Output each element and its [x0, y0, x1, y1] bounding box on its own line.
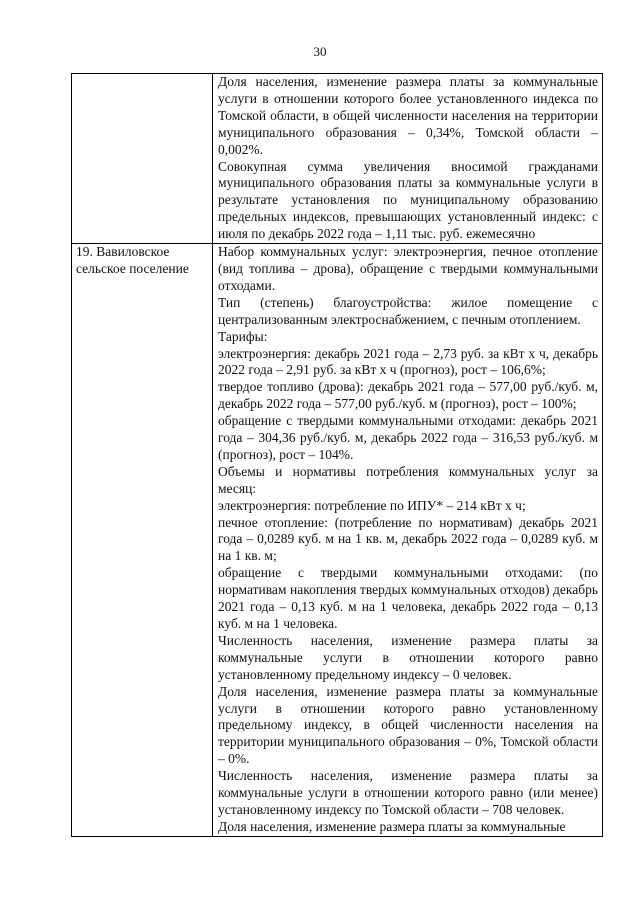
- paragraph: Набор коммунальных услуг: электроэнергия, печное отопление (вид топлива – дрова), обращение с твердыми коммунальными отходами.: [218, 244, 598, 293]
- paragraph: Доля населения, изменение размера платы за коммунальные услуги в отношении которого равно установленному предельному индексу, в общей численности населения на территории муниципального образования – 0%, Томской области – 0%.: [218, 683, 598, 767]
- paragraph: Совокупная сумма увеличения вносимой гражданами муниципального образования платы за коммунальные услуги в результате установления по муниципальному образованию предельных индексов, превышающих установленный индекс: с июля по декабрь 2022 года – 1,11 тыс. руб. ежемесячно: [218, 158, 598, 242]
- paragraph: Объемы и нормативы потребления коммунальных услуг за месяц:: [218, 463, 598, 496]
- document-table: [71, 73, 603, 837]
- paragraph: Тип (степень) благоустройства: жилое помещение с централизованным электроснабжением, с печным отоплением.: [218, 294, 598, 327]
- paragraph: Тарифы:: [218, 328, 268, 344]
- table-row: [72, 74, 603, 244]
- paragraph: электроэнергия: потребление по ИПУ* – 214 кВт х ч;: [218, 497, 526, 513]
- description-cell: [213, 244, 603, 837]
- municipality-cell: [72, 74, 213, 244]
- paragraph: электроэнергия: декабрь 2021 года – 2,73 руб. за кВт х ч, декабрь 2022 года – 2,91 руб. за кВт х ч (прогноз), рост – 106,6%;: [218, 345, 598, 378]
- municipality-cell: 19. Вавиловское сельское поселение: [72, 244, 213, 837]
- page-number: 30: [313, 44, 327, 59]
- paragraph: Доля населения, изменение размера платы за коммунальные услуги в отношении которого более установленного индекса по Томской области, в общей численности населения на территории муниципального образования – 0,34%, Томской области – 0,002%.: [218, 74, 598, 157]
- paragraph: обращение с твердыми коммунальными отходами: декабрь 2021 года – 304,36 руб./куб. м, декабрь 2022 года – 316,53 руб./куб. м (прогноз), рост – 104%.: [218, 413, 598, 462]
- description-cell: [213, 74, 603, 244]
- table-row: [72, 244, 603, 837]
- paragraph: твердое топливо (дрова): декабрь 2021 года – 577,00 руб./куб. м, декабрь 2022 года – 577,00 руб./куб. м (прогноз), рост – 100%;: [218, 379, 598, 412]
- paragraph: печное отопление: (потребление по нормативам) декабрь 2021 года – 0,0289 куб. м на 1 кв. м, декабрь 2022 года – 0,0289 куб. м на 1 кв. м;: [218, 514, 598, 564]
- paragraph: Численность населения, изменение размера платы за коммунальные услуги в отношении которого равно установленному предельному индексу – 0 человек.: [218, 632, 598, 682]
- paragraph: Численность населения, изменение размера платы за коммунальные услуги в отношении которого равно (или менее) установленному индексу по Томской области – 708 человек.: [218, 768, 598, 817]
- paragraph: Доля населения, изменение размера платы за коммунальные: [218, 818, 566, 834]
- paragraph: обращение с твердыми коммунальными отходами: (по нормативам накопления твердых коммунальных отходов) декабрь 2021 года – 0,13 куб. м на 1 человека, декабрь 2022 года – 0,13 куб. м на 1 человека.: [218, 565, 598, 631]
